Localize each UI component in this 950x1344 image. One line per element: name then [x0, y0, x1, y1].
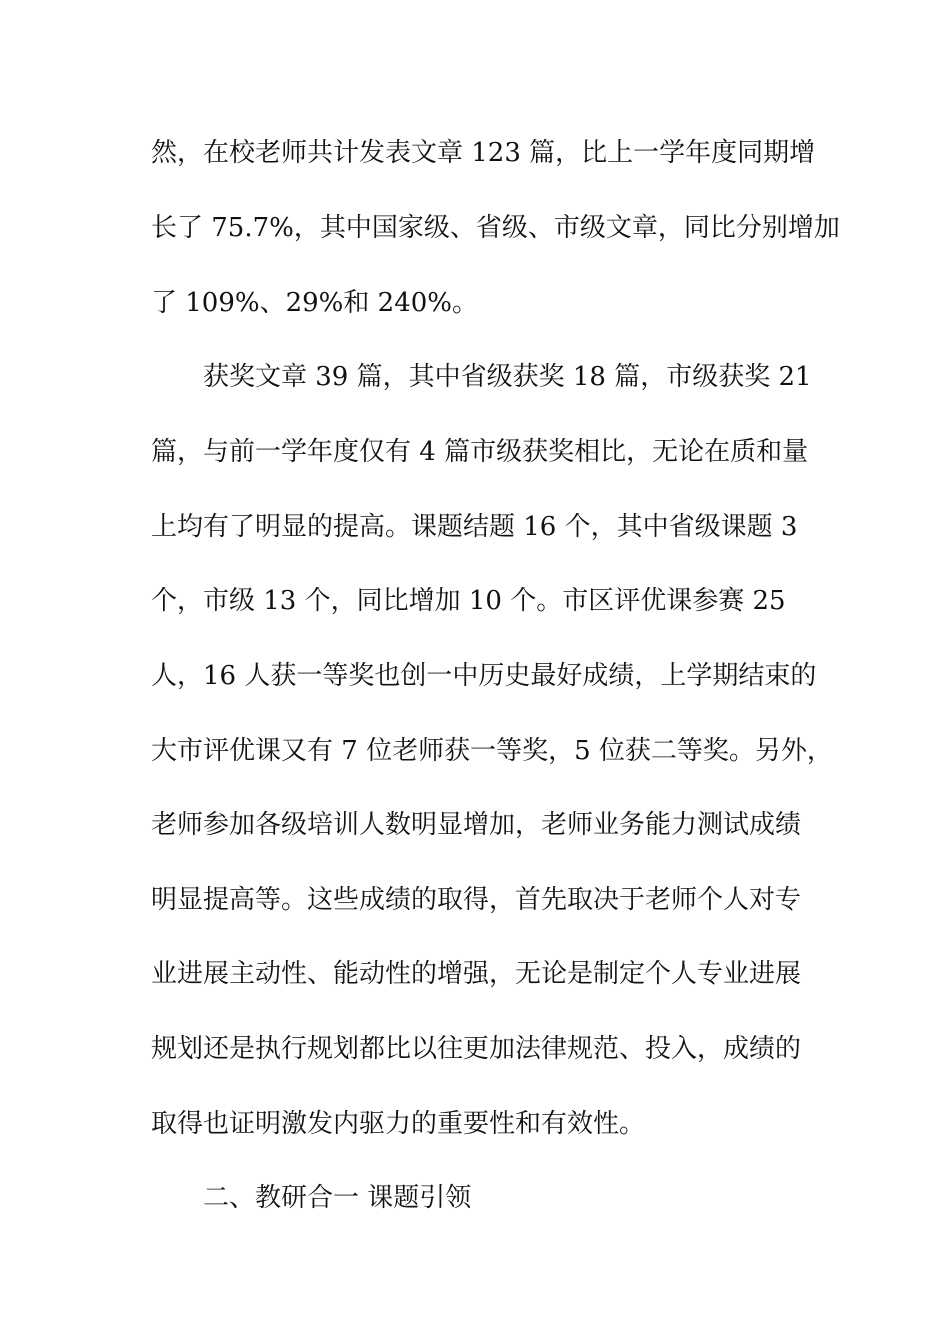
text-line-9: 大市评优课又有 7 位老师获一等奖，5 位获二等奖。另外，	[151, 736, 833, 766]
text-line-13: 规划还是执行规划都比以往更加法律规范、投入，成绩的	[151, 1034, 802, 1064]
text-line-5: 篇，与前一学年度仅有 4 篇市级获奖相比，无论在质和量	[151, 437, 809, 467]
text-line-14: 取得也证明激发内驱力的重要性和有效性。	[151, 1109, 646, 1139]
text-line-7: 个，市级 13 个，同比增加 10 个。市区评优课参赛 25	[151, 586, 786, 616]
text-line-11: 明显提高等。这些成绩的取得，首先取决于老师个人对专	[151, 885, 802, 915]
text-line-3: 了 109%、29%和 240%。	[151, 288, 478, 318]
text-line-2: 长了 75.7%，其中国家级、省级、市级文章，同比分别增加	[151, 213, 840, 243]
text-line-4: 获奖文章 39 篇，其中省级获奖 18 篇，市级获奖 21	[203, 362, 812, 392]
text-line-10: 老师参加各级培训人数明显增加，老师业务能力测试成绩	[151, 810, 802, 840]
text-line-12: 业进展主动性、能动性的增强，无论是制定个人专业进展	[151, 959, 802, 989]
text-line-8: 人，16 人获一等奖也创一中历史最好成绩，上学期结束的	[151, 661, 817, 691]
section-heading: 二、教研合一 课题引领	[203, 1183, 472, 1213]
text-line-6: 上均有了明显的提高。课题结题 16 个，其中省级课题 3	[151, 512, 798, 542]
text-line-1: 然，在校老师共计发表文章 123 篇，比上一学年度同期增	[151, 138, 816, 168]
